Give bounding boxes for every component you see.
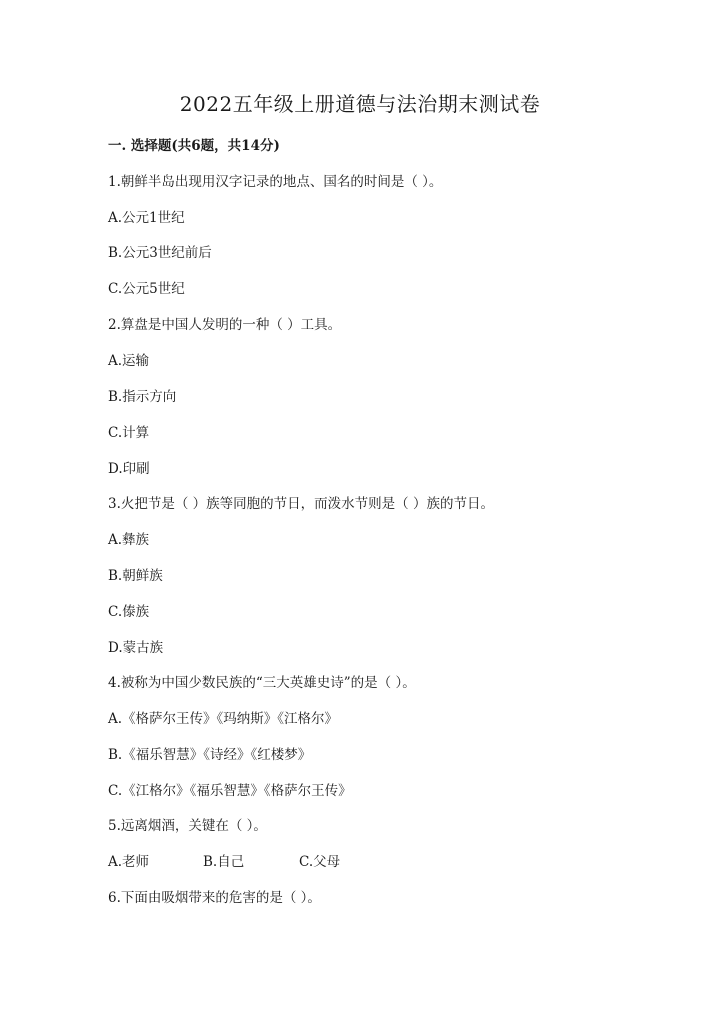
question-1-stem: 1.朝鲜半岛出现用汉字记录的地点、国名的时间是（ ）。	[108, 174, 443, 190]
question-4-stem: 4.被称为中国少数民族的“三大英雄史诗”的是（ ）。	[108, 675, 416, 691]
question-3-option-d: D.蒙古族	[108, 640, 164, 656]
question-2-option-a: A.运输	[108, 353, 150, 369]
question-5-option-c: C.父母	[299, 854, 341, 870]
question-5-option-a: A.老师	[108, 854, 150, 870]
question-1-option-c: C.公元5世纪	[108, 281, 185, 297]
question-5-options	[108, 850, 340, 870]
question-2-stem: 2.算盘是中国人发明的一种（ ）工具。	[108, 317, 342, 333]
question-5-option-b: B.自己	[203, 854, 245, 870]
question-4-option-a: A.《格萨尔王传》《玛纳斯》《江格尔》	[108, 711, 339, 727]
question-6-stem: 6.下面由吸烟带来的危害的是（ ）。	[108, 890, 321, 906]
question-3-option-b: B.朝鲜族	[108, 568, 163, 584]
question-3-option-c: C.傣族	[108, 604, 150, 620]
question-1-option-a: A.公元1世纪	[108, 210, 185, 226]
question-4-option-c: C.《江格尔》《福乐智慧》《格萨尔王传》	[108, 783, 352, 799]
question-2-option-d: D.印刷	[108, 461, 150, 477]
question-3-stem: 3.火把节是（ ）族等同胞的节日，而泼水节则是（ ）族的节日。	[108, 496, 494, 512]
question-5-stem: 5.远离烟酒，关键在（ ）。	[108, 818, 267, 834]
question-2-option-b: B.指示方向	[108, 389, 177, 405]
section-heading: 一. 选择题(共6题，共14分)	[108, 138, 280, 154]
question-4-option-b: B.《福乐智慧》《诗经》《红楼梦》	[108, 747, 312, 763]
page-title: 2022五年级上册道德与法治期末测试卷	[179, 92, 541, 116]
question-1-option-b: B.公元3世纪前后	[108, 245, 212, 261]
question-3-option-a: A.彝族	[108, 532, 150, 548]
question-2-option-c: C.计算	[108, 425, 150, 441]
